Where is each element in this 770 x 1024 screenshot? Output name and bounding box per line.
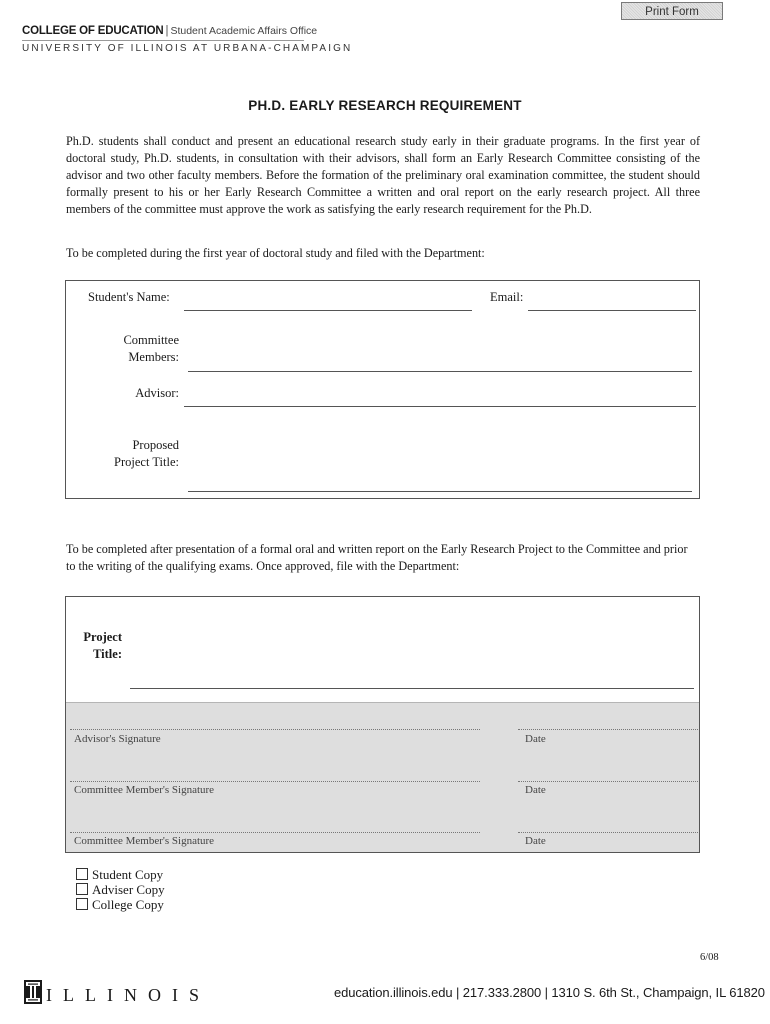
adviser-copy-item[interactable] [76, 882, 165, 898]
proposed-label-line2: Project Title: [114, 455, 179, 469]
committee-date-1-label: Date [525, 784, 546, 796]
print-form-button[interactable]: Print Form [621, 2, 723, 20]
committee-label-line1: Committee [123, 333, 179, 347]
advisor-signature-line[interactable] [70, 729, 480, 730]
advisor-date-line[interactable] [518, 729, 698, 730]
committee-signature-1-label: Committee Member's Signature [74, 784, 215, 796]
college-copy-item[interactable] [76, 897, 164, 913]
committee-signature-1-line[interactable] [70, 781, 480, 782]
office-name: Student Academic Affairs Office [170, 25, 318, 37]
footer-address: education.illinois.edu | 217.333.2800 | 1310 S. 6th St., Champaign, IL 61820 [334, 985, 765, 1000]
illinois-block-i-logo [24, 980, 42, 1009]
college-copy-label: College Copy [92, 897, 164, 912]
advisor-label: Advisor: [135, 386, 179, 400]
intro-paragraph: Ph.D. students shall conduct and present an educational research study early in their graduate programs. In the first year of doctoral study, Ph.D. students, in consultation with their advisors, shall form an Early Research Committee consisting of the advisor and two other faculty members. Before the formation of the preliminary oral examination committee, the student should formally present to his or her Early Research Committee a written and oral report on the early research project. All three members of the committee must approve the work as satisfying the early research requirement for the Ph.D. [66, 134, 700, 216]
proposed-title-field[interactable] [188, 491, 692, 492]
email-field[interactable] [528, 310, 696, 311]
header-separator: | [165, 25, 169, 37]
committee-label-line2: Members: [128, 350, 179, 364]
committee-signature-2-line[interactable] [70, 832, 480, 833]
first-year-form-box [65, 280, 700, 499]
proposed-label-line1: Proposed [132, 438, 179, 452]
student-copy-checkbox[interactable] [76, 868, 88, 880]
email-label: Email: [490, 290, 524, 304]
project-title-label [82, 629, 122, 663]
illinois-wordmark: ILLINOIS [46, 985, 210, 1005]
project-label-line1: Project [83, 630, 122, 644]
university-name: UNIVERSITY OF ILLINOIS AT URBANA-CHAMPAIGN [22, 43, 353, 54]
section1-instruction: To be completed during the first year of doctoral study and filed with the Department: [66, 246, 485, 260]
section2-instruction: To be completed after presentation of a formal oral and written report on the Early Research Project to the Committee and prior to the writing of the qualifying exams. Once approved, file with the Department: [66, 542, 688, 573]
student-copy-label: Student Copy [92, 867, 164, 882]
adviser-copy-label: Adviser Copy [92, 882, 165, 897]
approval-form-box [65, 596, 700, 853]
committee-members-field[interactable] [188, 371, 692, 372]
advisor-signature-label: Advisor's Signature [74, 733, 161, 745]
student-name-label: Student's Name: [88, 290, 170, 304]
college-copy-checkbox[interactable] [76, 898, 88, 910]
adviser-copy-checkbox[interactable] [76, 883, 88, 895]
committee-date-1-line[interactable] [518, 781, 698, 782]
advisor-field[interactable] [184, 406, 696, 407]
block-i-icon [24, 980, 42, 1004]
page-title: PH.D. EARLY RESEARCH REQUIREMENT [248, 98, 522, 113]
student-copy-item[interactable] [76, 867, 163, 883]
header-rule [22, 40, 304, 41]
form-version: 6/08 [700, 952, 719, 963]
student-name-field[interactable] [184, 310, 472, 311]
committee-date-2-label: Date [525, 835, 546, 847]
college-name: COLLEGE OF EDUCATION [22, 25, 164, 37]
proposed-title-label [49, 437, 179, 471]
committee-date-2-line[interactable] [518, 832, 698, 833]
advisor-date-label: Date [525, 733, 546, 745]
project-title-field[interactable] [130, 688, 694, 689]
signature-area [66, 702, 699, 853]
committee-members-label [49, 332, 179, 366]
header-college-line [22, 25, 317, 37]
project-label-line2: Title: [93, 647, 122, 661]
committee-signature-2-label: Committee Member's Signature [74, 835, 215, 847]
